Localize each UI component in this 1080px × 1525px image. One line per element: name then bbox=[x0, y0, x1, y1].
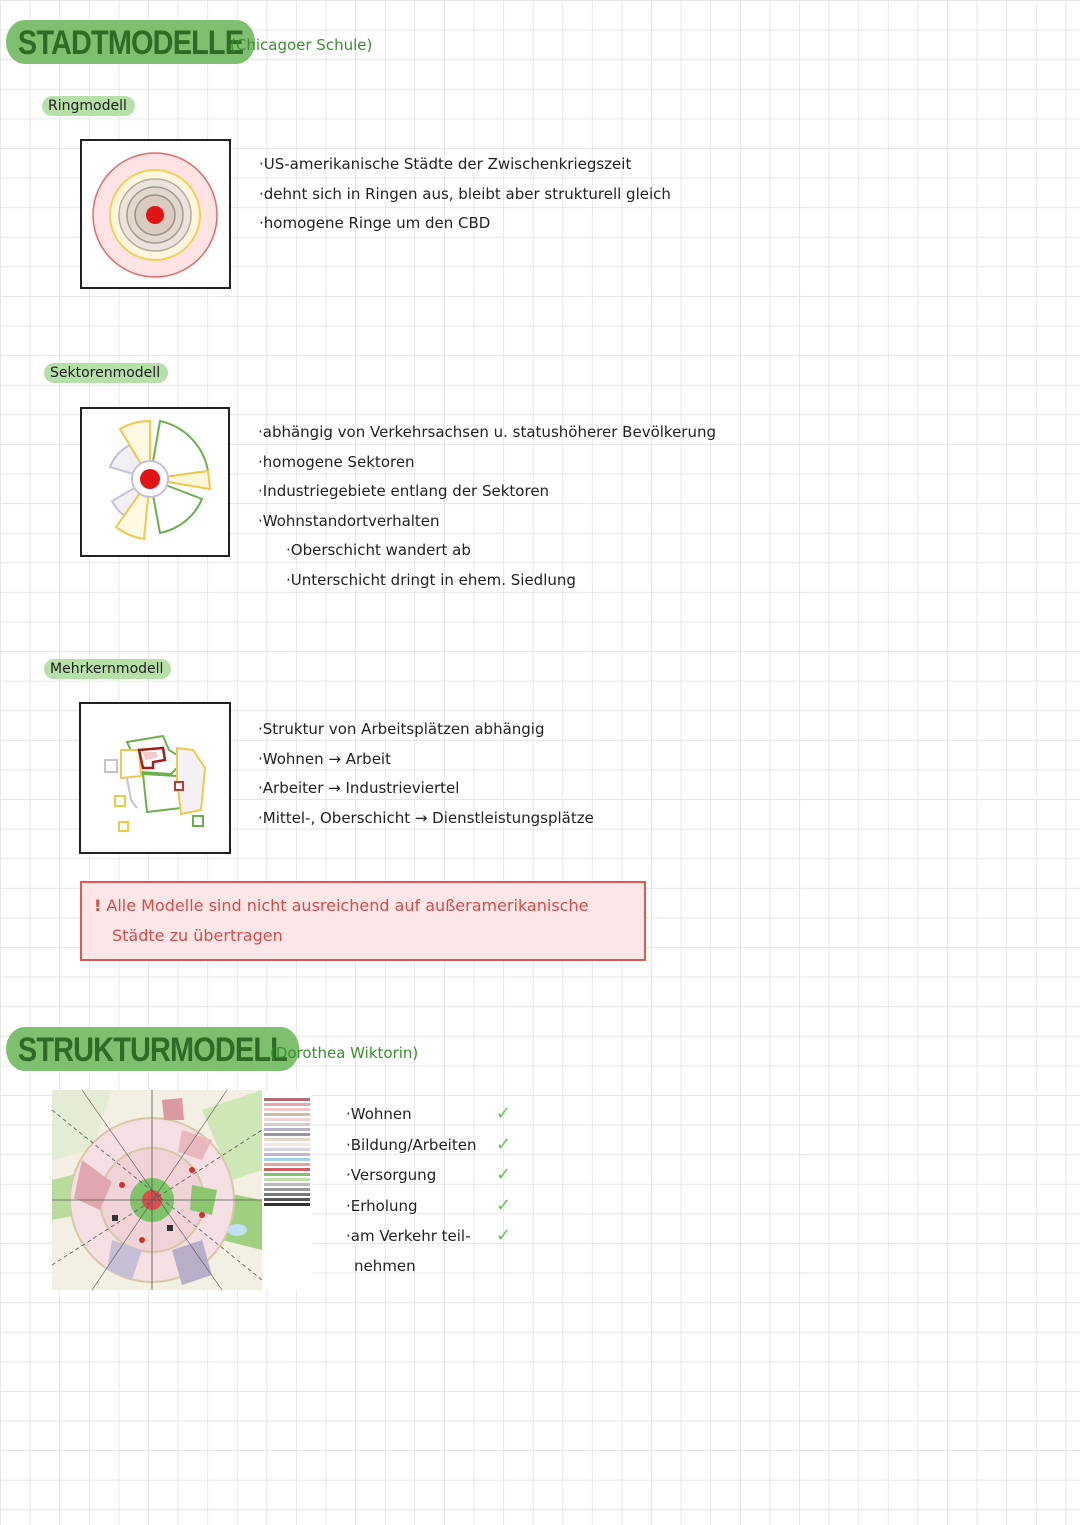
sector-bullet: ·abhängig von Verkehrsachsen u. statushöherer Bevölkerung bbox=[258, 423, 716, 441]
check-icon: ✓ bbox=[496, 1164, 512, 1186]
sector-bullets bbox=[258, 418, 716, 596]
check-icon: ✓ bbox=[496, 1225, 512, 1247]
map-red-area-top bbox=[162, 1098, 184, 1120]
multiple-nuclei-bullet: ·Struktur von Arbeitsplätzen abhängig bbox=[258, 720, 545, 738]
structure-map-svg bbox=[52, 1090, 262, 1290]
nucleus-yellow-box-1 bbox=[115, 796, 125, 806]
checklist-item: ·Bildung/Arbeiten ✓ bbox=[346, 1133, 512, 1155]
section-subtitle-strukturmodell: (Dorothea Wiktorin) bbox=[270, 1044, 419, 1062]
nucleus-grey-box bbox=[105, 760, 117, 772]
map-marker-square bbox=[112, 1215, 118, 1221]
warning-text-1: Alle Modelle sind nicht ausreichend auf außeramerikanische bbox=[106, 896, 589, 915]
sector-sub-bullet: ·Oberschicht wandert ab bbox=[286, 541, 471, 560]
map-marker bbox=[199, 1212, 205, 1218]
nucleus-grey-line bbox=[127, 778, 137, 808]
nucleus-red-box bbox=[175, 782, 183, 790]
cbd-dot bbox=[146, 206, 164, 224]
multiple-nuclei-bullets bbox=[258, 715, 594, 833]
checklist-item: ·Versorgung ✓ bbox=[346, 1164, 512, 1186]
nucleus-green-south bbox=[143, 774, 181, 812]
section-subtitle-stadtmodelle: (Chicagoer Schule) bbox=[230, 36, 373, 54]
ring-model-svg bbox=[82, 141, 229, 287]
warning-icon: ! bbox=[94, 896, 102, 915]
warning-line-1 bbox=[94, 891, 634, 921]
sector-bullet: ·homogene Sektoren bbox=[258, 452, 415, 471]
structure-model-map bbox=[52, 1090, 312, 1290]
strukturmodell-checklist bbox=[346, 1099, 511, 1282]
checklist-item: ·Erholung ✓ bbox=[346, 1194, 512, 1216]
section-title-stadtmodelle: STADTMODELLE bbox=[6, 20, 255, 64]
multiple-nuclei-bullet: ·Wohnen → Arbeit bbox=[258, 749, 391, 768]
map-legend bbox=[264, 1096, 310, 1208]
label-sektorenmodell: Sektorenmodell bbox=[44, 363, 168, 383]
warning-box bbox=[80, 881, 646, 961]
ring-bullets bbox=[259, 150, 671, 239]
checklist-item-continuation: nehmen bbox=[354, 1256, 416, 1275]
map-marker bbox=[139, 1237, 145, 1243]
label-ringmodell: Ringmodell bbox=[42, 96, 135, 116]
sector-model-svg bbox=[82, 409, 228, 555]
checklist-item: ·am Verkehr teil- ✓ bbox=[346, 1225, 512, 1247]
section-title-strukturmodell: STRUKTURMODELL bbox=[6, 1027, 299, 1071]
sector-sub-bullet: ·Unterschicht dringt in ehem. Siedlung bbox=[286, 570, 576, 589]
warning-text-2: Städte zu übertragen bbox=[112, 926, 283, 945]
sector-cbd-dot bbox=[140, 469, 160, 489]
ring-bullet: ·dehnt sich in Ringen aus, bleibt aber strukturell gleich bbox=[259, 184, 671, 203]
map-marker bbox=[189, 1167, 195, 1173]
sector-model-diagram bbox=[80, 407, 230, 557]
map-lake bbox=[227, 1224, 247, 1236]
multiple-nuclei-svg bbox=[81, 704, 229, 852]
map-marker-square bbox=[167, 1225, 173, 1231]
check-icon: ✓ bbox=[496, 1133, 512, 1155]
ring-model-diagram bbox=[80, 139, 231, 289]
check-icon: ✓ bbox=[496, 1194, 512, 1216]
ring-bullet: ·US-amerikanische Städte der Zwischenkriegszeit bbox=[259, 155, 632, 173]
label-mehrkernmodell: Mehrkernmodell bbox=[44, 659, 171, 679]
sector-bullet: ·Wohnstandortverhalten bbox=[258, 511, 440, 530]
check-icon: ✓ bbox=[496, 1103, 512, 1124]
multiple-nuclei-bullet: ·Arbeiter → Industrieviertel bbox=[258, 779, 460, 798]
nucleus-yellow-box-2 bbox=[119, 822, 128, 831]
multiple-nuclei-diagram bbox=[79, 702, 231, 854]
multiple-nuclei-bullet: ·Mittel-, Oberschicht → Dienstleistungsplätze bbox=[258, 808, 594, 827]
ring-bullet: ·homogene Ringe um den CBD bbox=[259, 214, 491, 233]
checklist-item: ·Wohnen ✓ bbox=[346, 1103, 512, 1124]
nucleus-yellow-west bbox=[121, 750, 141, 778]
sector-bullet: ·Industriegebiete entlang der Sektoren bbox=[258, 482, 550, 501]
nucleus-green-box bbox=[193, 816, 203, 826]
map-marker bbox=[119, 1182, 125, 1188]
